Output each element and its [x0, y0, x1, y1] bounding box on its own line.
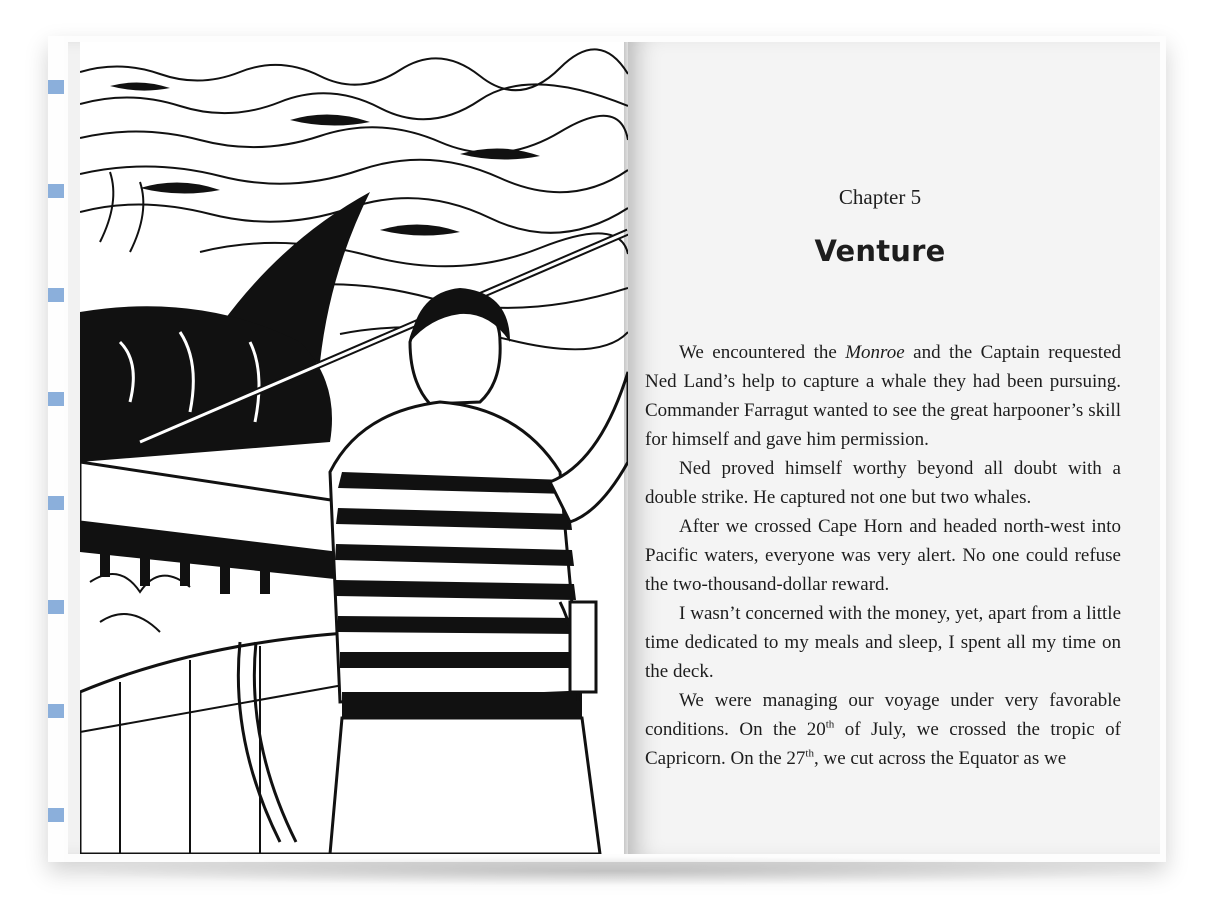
paragraph-1-end: and the Captain requested Ned Land’s help to capture a whale they had been pursuing. Commander Farragut wanted to see the great harpooner’s skill for himself and gave him permission. — [645, 342, 1121, 450]
right-page — [628, 42, 1160, 854]
paragraph-4: I wasn’t concerned with the money, yet, apart from a little time dedicated to my meals and sleep, I spent all my time on the deck. — [645, 603, 1121, 682]
ordinal-suffix-1: th — [825, 718, 835, 731]
man-belt — [342, 692, 582, 718]
chapter-body — [645, 338, 1121, 773]
ordinal-suffix-2: th — [805, 747, 814, 760]
paragraph-5 — [645, 686, 1121, 773]
chapter-title: Venture — [814, 234, 946, 268]
illustration-drawing — [80, 42, 628, 854]
paragraph-1-start: We encountered the — [679, 342, 846, 363]
paragraph-5-part-a: We were managing our voyage under very favorable conditions. On the 20 — [645, 690, 1121, 740]
paragraph-3: After we crossed Cape Horn and headed north-west into Pacific waters, everyone was very alert. No one could refuse the two-thousand-dollar reward. — [645, 516, 1121, 595]
paragraph-2: Ned proved himself worthy beyond all doubt with a double strike. He captured not one but two whales. — [645, 458, 1121, 508]
paragraph-5-part-b: of July, we crossed the tropic of Capricorn. On the 27 — [645, 719, 1121, 769]
left-page — [68, 42, 628, 854]
paragraph-1 — [645, 338, 1121, 454]
book-shadow — [60, 856, 1160, 886]
chapter-number: Chapter 5 — [838, 185, 922, 209]
ship-name: Monroe — [845, 342, 905, 363]
man-trousers — [330, 718, 600, 854]
cover-edge-pattern — [48, 36, 64, 862]
harpooner-illustration — [80, 42, 628, 854]
paragraph-5-part-c: , we cut across the Equator as we — [813, 748, 1067, 769]
harpoon-handle — [570, 602, 596, 692]
